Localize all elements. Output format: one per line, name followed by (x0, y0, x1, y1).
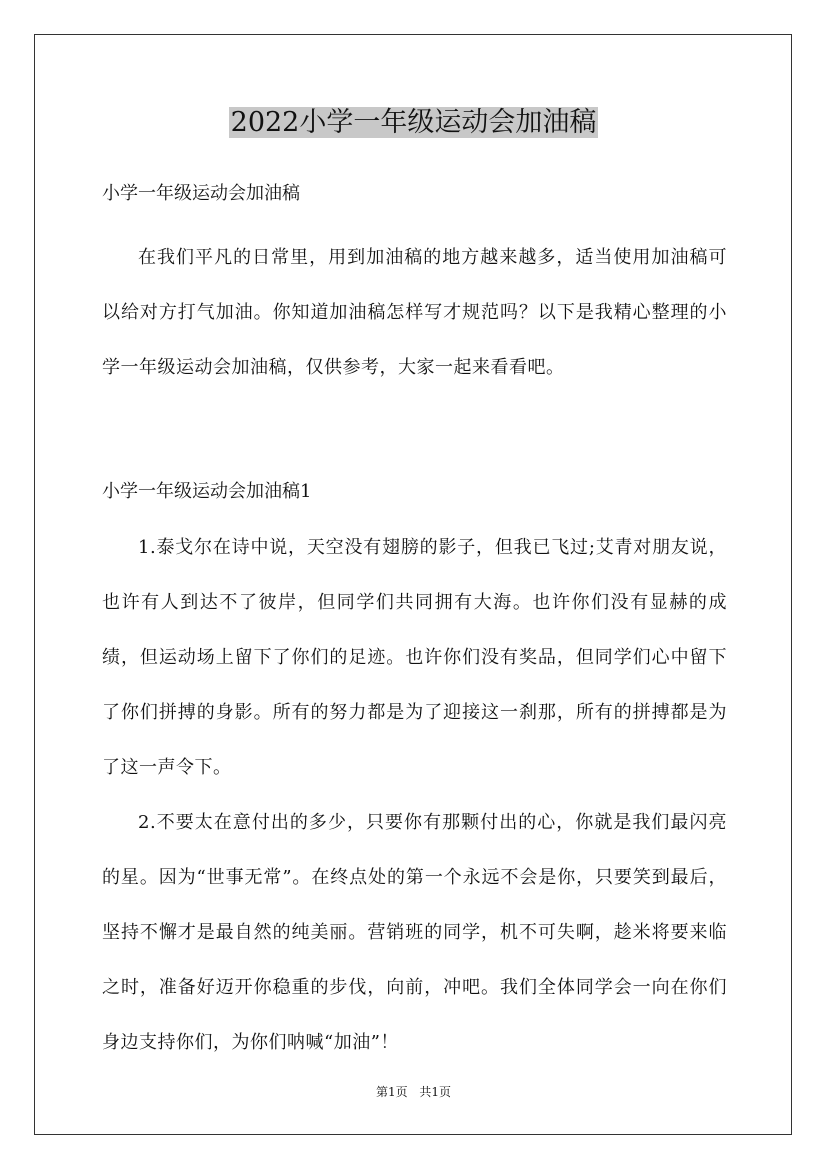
paragraph-item-1: 1.泰戈尔在诗中说，天空没有翅膀的影子，但我已飞过;艾青对朋友说，也许有人到达不了彼岸，但同学们共同拥有大海。也许你们没有显赫的成绩，但运动场上留下了你们的足迹。也许你们没有奖品，但同学们心中留下了你们拼搏的身影。所有的努力都是为了迎接这一刹那，所有的拼搏都是为了这一声令下。 (102, 537, 727, 778)
document-title-text: 2022小学一年级运动会加油稿 (230, 107, 597, 138)
page-total: 共1页 (419, 1085, 452, 1099)
page-number: 第1页 (375, 1085, 408, 1099)
paragraph-item-2: 2.不要太在意付出的多少，只要你有那颗付出的心，你就是我们最闪亮的星。因为“世事无常”。在终点处的第一个永远不会是你，只要笑到最后，坚持不懈才是最自然的纯美丽。营销班的同学，机不可失啊，趁米将要来临之时，准备好迈开你稳重的步伐，向前，冲吧。我们全体同学会一向在你们身边支持你们，为你们呐喊“加油”！ (102, 812, 727, 1053)
section-heading-1: 小学一年级运动会加油稿1 (102, 481, 312, 502)
page-footer (0, 1084, 827, 1100)
intro-paragraph: 在我们平凡的日常里，用到加油稿的地方越来越多，适当使用加油稿可以给对方打气加油。你知道加油稿怎样写才规范吗？以下是我精心整理的小学一年级运动会加油稿，仅供参考，大家一起来看看吧。 (102, 247, 727, 378)
section-heading: 小学一年级运动会加油稿 (102, 183, 300, 204)
document-title (0, 103, 827, 143)
document-body (102, 175, 727, 1070)
